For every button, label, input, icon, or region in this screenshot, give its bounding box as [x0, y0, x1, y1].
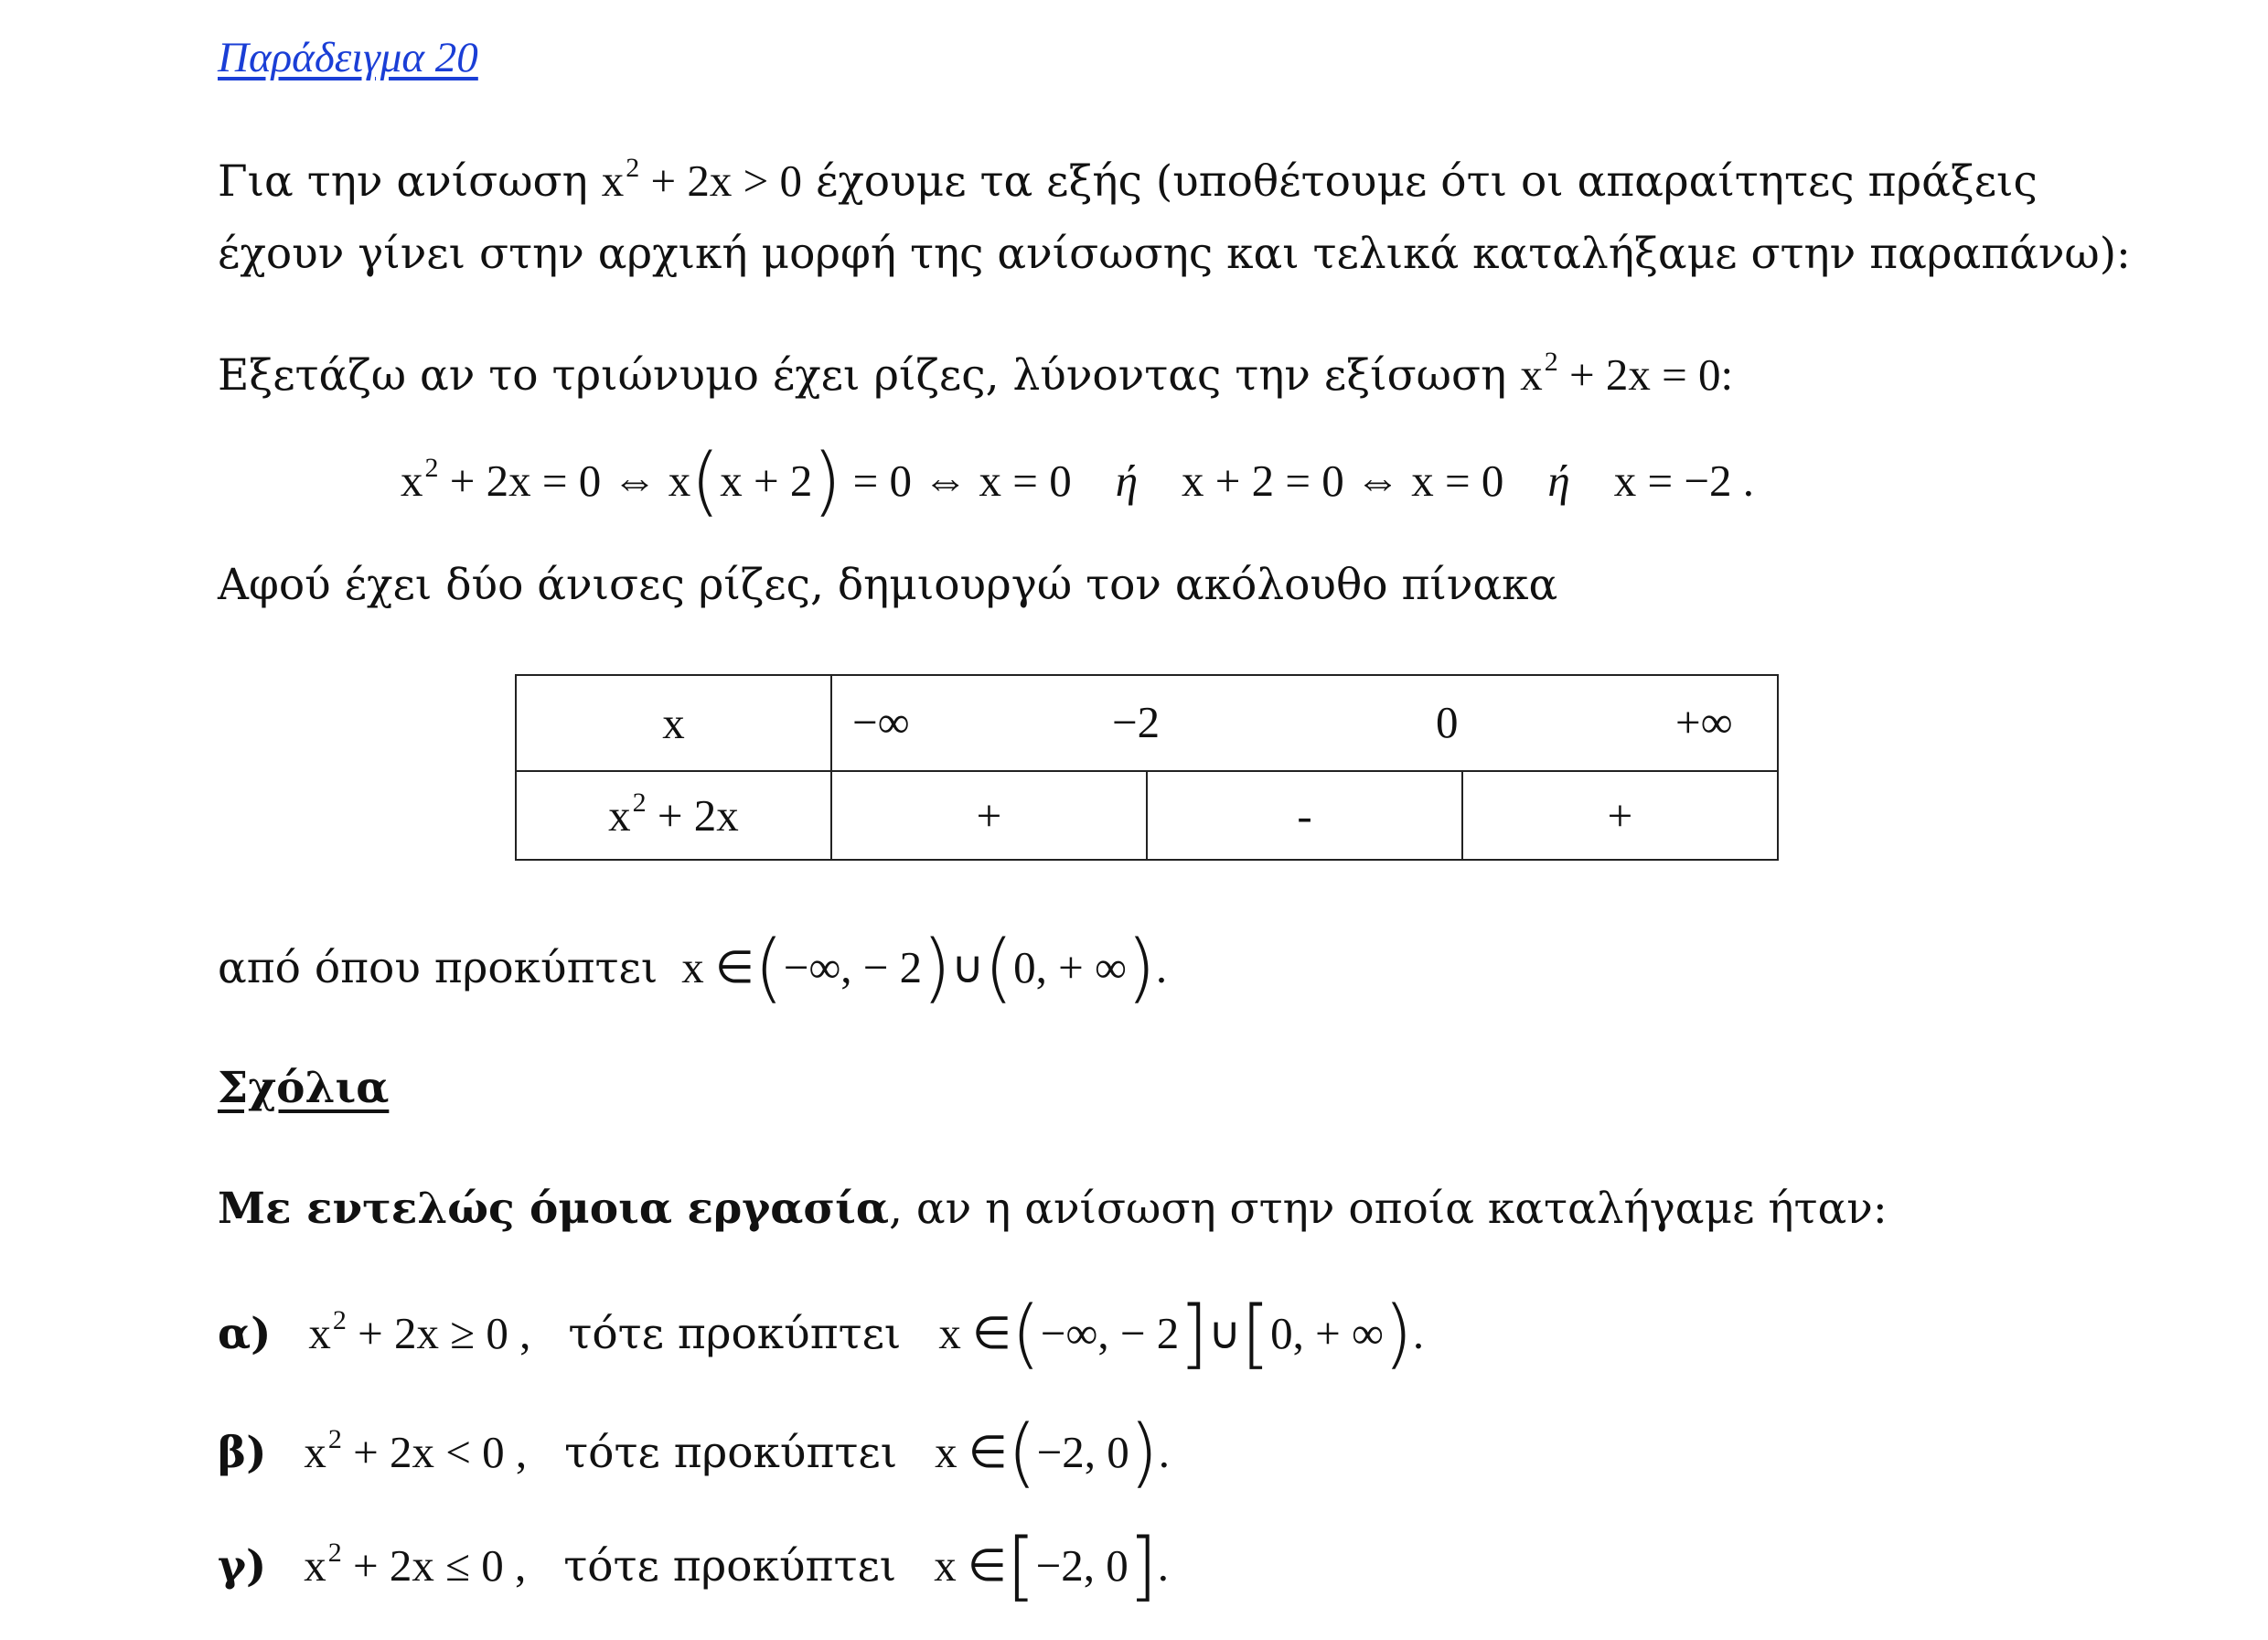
examine-equation	[1520, 346, 1734, 400]
case-x-in: x ∈	[935, 1427, 1008, 1477]
case-beta	[218, 1410, 1170, 1496]
row-label-rest: + 2x	[646, 790, 739, 841]
examine-eq-exp: 2	[1544, 346, 1558, 377]
value-minus-infinity: −∞	[852, 697, 910, 747]
case-interval	[935, 1410, 1170, 1496]
case-alpha	[218, 1291, 1425, 1377]
sol-part-2: + 2x = 0 ⇔ x	[438, 456, 691, 506]
examine-colon: :	[1720, 349, 1734, 400]
sol-paren-close: )	[812, 438, 842, 525]
result-line	[218, 925, 1168, 1012]
intro-ineq-rhs: + 2x > 0	[639, 155, 803, 206]
case-base: x	[304, 1427, 326, 1477]
case-math	[308, 1304, 531, 1358]
result-math	[681, 925, 1168, 1012]
case-x-in: x ∈	[934, 1540, 1007, 1591]
result-interval-2: 0, + ∞	[1013, 942, 1127, 992]
result-paren-open-2: (	[984, 925, 1014, 1012]
sign-cell: +	[831, 771, 1147, 860]
sol-part-5: x + 2 = 0 ⇔ x = 0	[1182, 456, 1504, 506]
result-paren-open-1: (	[754, 925, 784, 1012]
intro-inequality	[601, 152, 803, 206]
bracket-open: [	[1006, 1523, 1036, 1610]
sign-table	[515, 674, 1779, 861]
result-union: ∪	[951, 942, 985, 992]
sol-exp: 2	[424, 452, 439, 483]
case-exp: 2	[327, 1423, 342, 1454]
intro-before: Για την ανίσωση	[218, 156, 588, 207]
sol-base: x	[401, 456, 423, 506]
intro-line-1	[218, 145, 2038, 219]
case-end: .	[1158, 1427, 1170, 1477]
bracket-close: )	[1129, 1410, 1159, 1496]
result-end: .	[1155, 942, 1168, 992]
case-interval	[938, 1291, 1425, 1377]
case-interval-1: −2, 0	[1035, 1540, 1129, 1591]
case-ineq: + 2x ≤ 0 ,	[341, 1540, 527, 1591]
sol-part-6: x = −2 .	[1613, 456, 1755, 506]
result-x-in: x ∈	[681, 942, 754, 992]
result-before: από όπου προκύπτει	[218, 943, 658, 993]
case-exp: 2	[332, 1304, 347, 1335]
result-interval-1: −∞, − 2	[783, 942, 923, 992]
case-gamma	[218, 1523, 1170, 1610]
similar-rest: , αν η ανίσωση στην οποία καταλήγαμε ήταν:	[889, 1184, 1888, 1234]
sol-part-4: = 0 ⇔ x = 0	[841, 456, 1072, 506]
header-label-cell	[516, 675, 831, 771]
sol-part-3: x + 2	[720, 456, 813, 506]
case-interval	[934, 1523, 1170, 1610]
case-label: α)	[218, 1309, 272, 1359]
sign-cell: -	[1147, 771, 1462, 860]
case-x-in: x ∈	[938, 1308, 1011, 1358]
comments-heading: Σχόλια	[218, 1063, 390, 1113]
case-union: ∪	[1208, 1308, 1242, 1358]
case-text: τότε προκύπτει	[568, 1309, 902, 1359]
bracket-close: ]	[1128, 1523, 1158, 1610]
case-label: β)	[218, 1428, 267, 1478]
row-label-cell	[516, 771, 831, 860]
intro-ineq-base: x	[601, 155, 625, 206]
case-ineq: + 2x ≥ 0 ,	[346, 1308, 531, 1358]
result-paren-close-1: )	[922, 925, 952, 1012]
case-end: .	[1412, 1308, 1425, 1358]
examine-eq-rhs: + 2x = 0	[1557, 349, 1721, 400]
intro-after: έχουμε τα εξής (υποθέτουμε ότι οι απαραίτητες πράξεις	[815, 156, 2038, 207]
case-label: γ)	[218, 1541, 267, 1592]
example-title[interactable]: Παράδειγμα 20	[218, 34, 478, 81]
solution-equation	[401, 438, 1755, 525]
bracket-open: (	[1007, 1410, 1037, 1496]
case-base: x	[304, 1540, 326, 1591]
bracket-open: [	[1241, 1291, 1271, 1377]
bracket-open: (	[1011, 1291, 1041, 1377]
header-values-cell	[831, 675, 1778, 771]
sign-table-header-row	[516, 675, 1778, 771]
case-end: .	[1157, 1540, 1170, 1591]
case-ineq: + 2x < 0 ,	[341, 1427, 528, 1477]
similar-bold: Με εντελώς όμοια εργασία	[218, 1184, 889, 1234]
case-exp: 2	[327, 1537, 342, 1568]
bracket-close: ]	[1179, 1291, 1209, 1377]
value-plus-infinity: +∞	[1675, 697, 1733, 747]
intro-ineq-exp: 2	[626, 152, 640, 183]
examine-line	[218, 338, 1733, 413]
case-math	[304, 1423, 528, 1477]
examine-eq-base: x	[1520, 349, 1543, 400]
intro-line-2: έχουν γίνει στην αρχική μορφή της ανίσωσης και τελικά καταλήξαμε στην παραπάνω):	[218, 229, 2131, 279]
case-text: τότε προκύπτει	[563, 1541, 897, 1592]
case-math	[304, 1537, 527, 1591]
since-line: Αφού έχει δύο άνισες ρίζες, δημιουργώ τον ακόλουθο πίνακα	[218, 560, 1558, 610]
bracket-close: )	[1383, 1291, 1413, 1377]
value-zero: 0	[1436, 697, 1459, 747]
case-text: τότε προκύπτει	[564, 1428, 898, 1478]
similar-line	[218, 1173, 1888, 1246]
row-label-exp: 2	[632, 787, 647, 818]
examine-before: Εξετάζω αν το τριώνυμο έχει ρίζες, λύνοντας την εξίσωση	[218, 350, 1507, 401]
sign-cell: +	[1462, 771, 1778, 860]
case-base: x	[308, 1308, 331, 1358]
result-paren-close-2: )	[1126, 925, 1156, 1012]
case-interval-1: −2, 0	[1036, 1427, 1129, 1477]
value-minus-two: −2	[1112, 697, 1161, 747]
sign-table-sign-row	[516, 771, 1778, 860]
row-label-base: x	[608, 790, 631, 841]
sol-or-1: ή	[1115, 456, 1139, 506]
case-interval-2: 0, + ∞	[1270, 1308, 1384, 1358]
sol-or-2: ή	[1547, 456, 1570, 506]
header-label: x	[662, 698, 685, 748]
sol-paren-open: (	[690, 438, 721, 525]
case-interval-1: −∞, − 2	[1040, 1308, 1180, 1358]
